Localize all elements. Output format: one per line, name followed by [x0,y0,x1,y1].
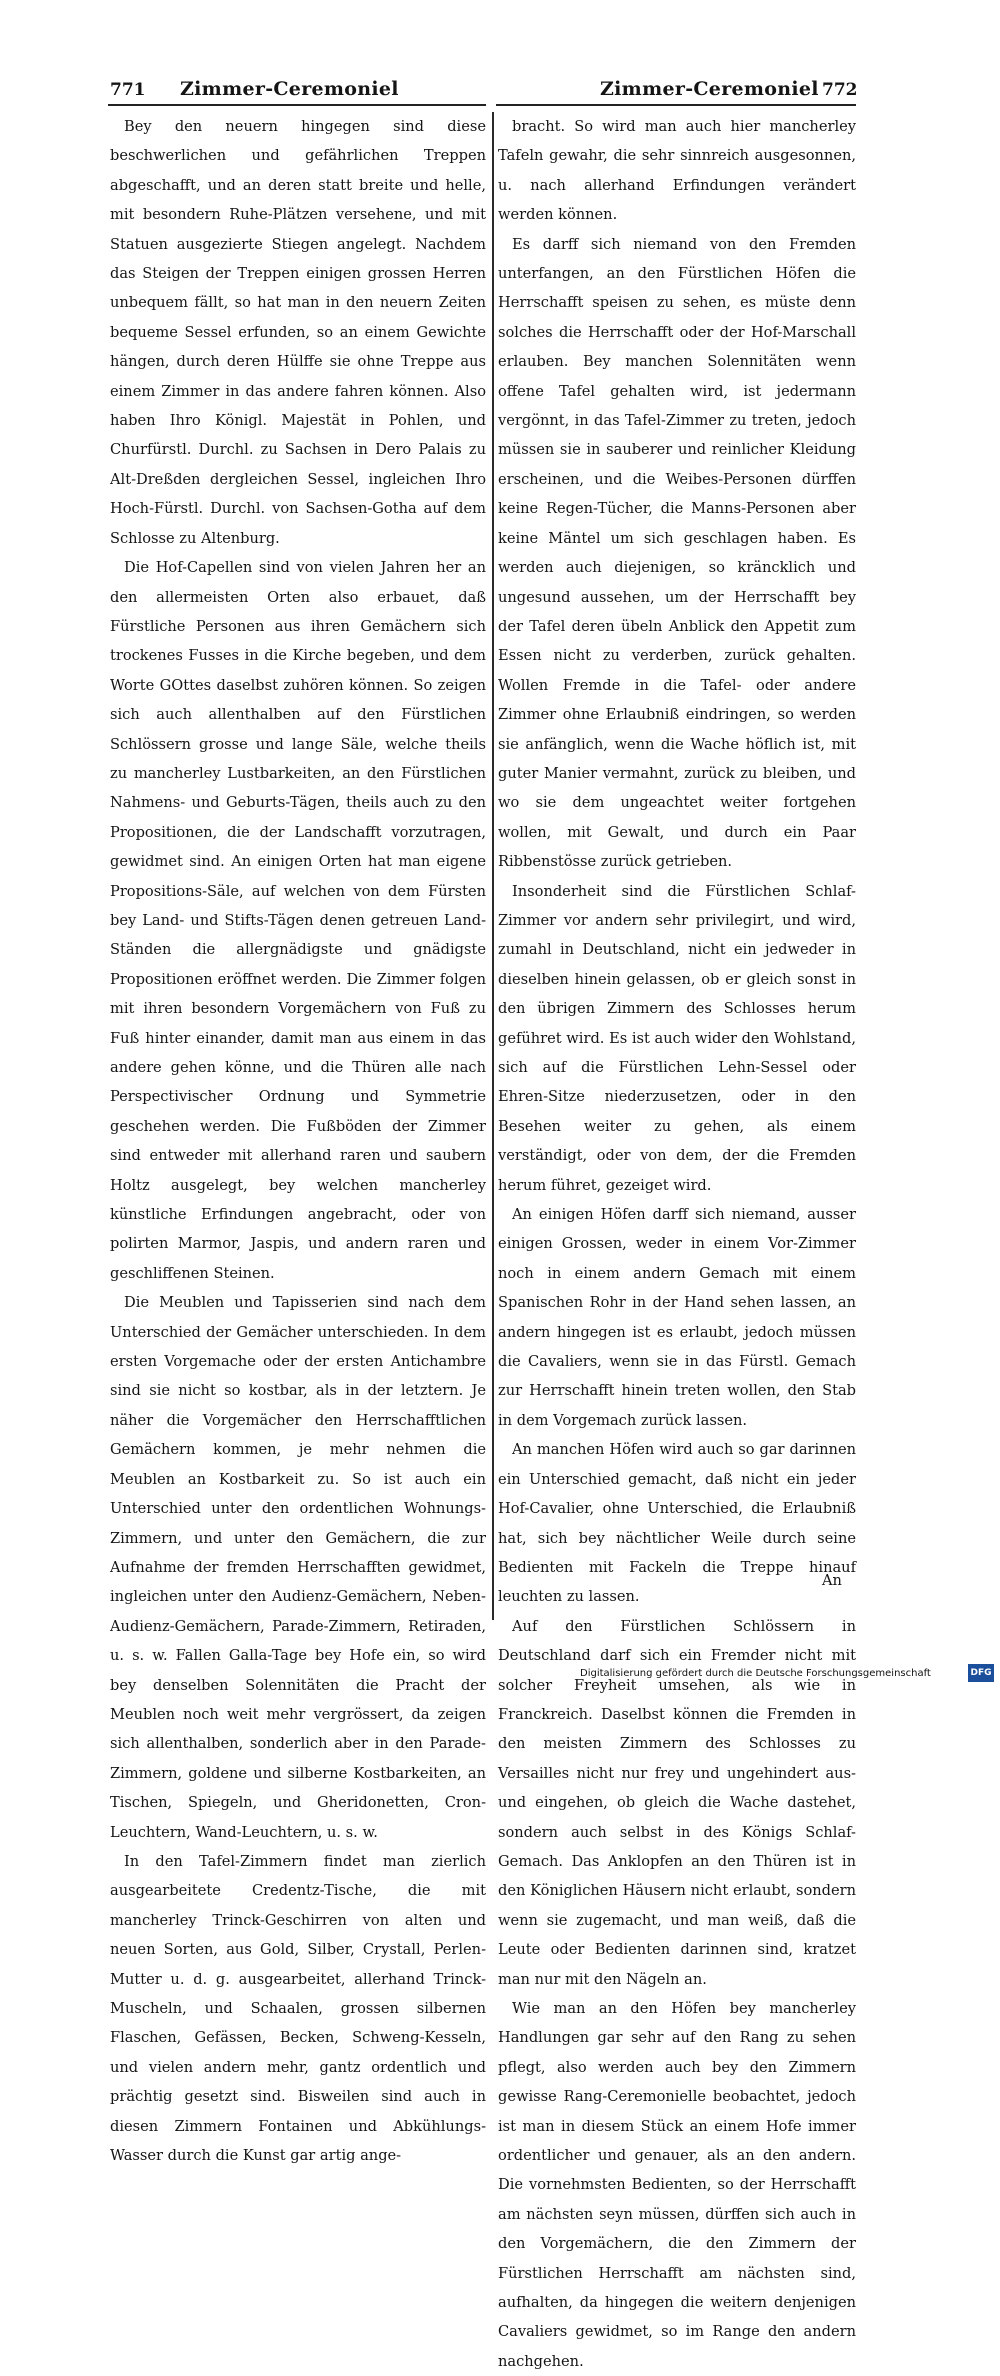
running-title-left: Zimmer-Ceremoniel [180,78,399,100]
header-rule-right [496,104,856,106]
header-rule-left [108,104,486,106]
paragraph: In den Tafel-Zimmern findet man zierlich ausgearbeitete Credentz-Tische, die mit mancherley Trinck-Geschirren von alten und neuen Sorten, aus Gold, Silber, Crystall, Perlen-Mutter u. d. g. ausgearbeitet, allerhand Trinck-Muscheln, und Schaalen, grossen silbernen Flaschen, Gefässen, Becken, Schweng-Kesseln, und vielen andern mehr, gantz ordentlich und prächtig gesetzt sind. Bisweilen sind auch in diesen Zimmern Fontainen und Abkühlungs-Wasser durch die Kunst gar artig ange- [110,1852,486,2165]
paragraph: bracht. So wird man auch hier mancherley Tafeln gewahr, die sehr sinnreich ausgesonnen, u. nach allerhand Erfindungen verändert werden können. [498,118,856,224]
left-column [110,112,486,2170]
page-number-left: 771 [110,80,146,100]
catchword: An [822,1572,842,1589]
paragraph: An manchen Höfen wird auch so gar darinnen ein Unterschied gemacht, daß nicht ein jeder Hof-Cavalier, ohne Unterschied, die Erlaubniß hat, sich bey nächtlicher Weile durch seine Bedienten mit Fackeln die Treppe hinauf leuchten zu lassen. [498,1441,856,1606]
paragraph: Wie man an den Höfen bey mancherley Handlungen gar sehr auf den Rang zu sehen pflegt, also werden auch bey den Zimmern gewisse Rang-Ceremonielle beobachtet, jedoch ist man in diesem Stück an einem Hofe immer ordentlicher und genauer, als an den andern. Die vornehmsten Bedienten, so der Herrschafft am nächsten seyn müssen, dürffen sich auch in den Vorgemächern, die den Zimmern der Fürstlichen Herrschafft am nächsten sind, aufhalten, da hingegen die weitern denjenigen Cavaliers gewidmet, so im Range den andern nachgehen. [498,2000,856,2370]
paragraph: Es darff sich niemand von den Fremden unterfangen, an den Fürstlichen Höfen die Herrschafft speisen zu sehen, es müste denn solches die Herrschafft oder der Hof-Marschall erlauben. Bey manchen Solennitäten wenn offene Tafel gehalten wird, ist jedermann vergönnt, in das Tafel-Zimmer zu treten, jedoch müssen sie in sauberer und reinlicher Kleidung erscheinen, und die Weibes-Personen dürffen keine Regen-Tücher, die Manns-Personen aber keine Mäntel um sich geschlagen haben. Es werden auch diejenigen, so kräncklich und ungesund aussehen, um der Herrschafft bey der Tafel deren übeln Anblick den Appetit zum Essen nicht zu verderben, zurück gehalten. Wollen Fremde in die Tafel- oder andere Zimmer ohne Erlaubniß eindringen, so werden sie anfänglich, wenn die Wache höflich ist, mit guter Manier vermahnt, zurück zu bleiben, und wo sie dem ungeachtet weiter fortgehen wollen, mit Gewalt, und durch ein Paar Ribbenstösse zurück getrieben. [498,235,856,871]
running-title-right: Zimmer-Ceremoniel [600,78,819,100]
paragraph: Bey den neuern hingegen sind diese beschwerlichen und gefährlichen Treppen abgeschafft, und an deren statt breite und helle, mit besondern Ruhe-Plätzen versehene, und mit Statuen ausgezierte Stiegen angelegt. Nachdem das Steigen der Treppen einigen grossen Herren unbequem fällt, so hat man in den neuern Zeiten bequeme Sessel erfunden, so an einem Gewichte hängen, durch deren Hülffe sie ohne Treppe aus einem Zimmer in das andere fahren können. Also haben Ihro Königl. Majestät in Pohlen, und Churfürstl. Durchl. zu Sachsen in Dero Palais zu Alt-Dreßden dergleichen Sessel, ingleichen Ihro Hoch-Fürstl. Durchl. von Sachsen-Gotha auf dem Schlosse zu Altenburg. [110,118,486,547]
paragraph: Insonderheit sind die Fürstlichen Schlaf-Zimmer vor andern sehr privilegirt, und wird, zumahl in Deutschland, nicht ein jedweder in dieselben hinein gelassen, ob er gleich sonst in den übrigen Zimmern des Schlosses herum geführet wird. Es ist auch wider den Wohlstand, sich auf die Fürstlichen Lehn-Sessel oder Ehren-Sitze niederzusetzen, oder in den Besehen weiter zu gehen, als einem verständigt, oder von dem, der die Fremden herum führet, gezeiget wird. [498,882,856,1194]
paragraph: An einigen Höfen darff sich niemand, ausser einigen Grossen, weder in einem Vor-Zimmer noch in einem andern Gemach mit einem Spanischen Rohr in der Hand sehen lassen, an andern hingegen ist es erlaubt, jedoch müssen die Cavaliers, wenn sie in das Fürstl. Gemach zur Herrschafft hinein treten wollen, den Stab in dem Vorgemach zurück lassen. [498,1206,856,1429]
page-number-right: 772 [822,80,858,100]
right-column [498,112,856,2376]
column-divider [492,112,494,1620]
paragraph: Die Meublen und Tapisserien sind nach dem Unterschied der Gemächer unterschieden. In dem ersten Vorgemache oder der ersten Antichambre sind sie nicht so kostbar, als in der letztern. Je näher die Vorgemächer den Herrschafftlichen Gemächern kommen, je mehr nehmen die Meublen an Kostbarkeit zu. So ist auch ein Unterschied unter den ordentlichen Wohnungs-Zimmern, und unter den Gemächern, die zur Aufnahme der fremden Herrschafften gewidmet, ingleichen unter den Audienz-Gemächern, Neben-Audienz-Gemächern, Parade-Zimmern, Retiraden, u. s. w. Fallen Galla-Tage bey Hofe ein, so wird bey denselben Solennitäten die Pracht der Meublen noch weit mehr vergrössert, da zeigen sich allenthalben, sonderlich aber in den Parade-Zimmern, goldene und silberne Kostbarkeiten, an Tischen, Spiegeln, und Gheridonetten, Cron-Leuchtern, Wand-Leuchtern, u. s. w. [110,1294,486,1841]
paragraph: Auf den Fürstlichen Schlössern in Deutschland darf sich ein Fremder nicht mit solcher Freyheit umsehen, als wie in Franckreich. Daselbst können die Fremden in den meisten Zimmern des Schlosses zu Versailles nicht nur frey und ungehindert aus- und eingehen, ob gleich die Wache dastehet, sondern auch selbst in des Königs Schlaf-Gemach. Das Anklopfen an den Thüren ist in den Königlichen Häusern nicht erlaubt, sondern wenn sie zugemacht, und man weiß, daß die Leute oder Bedienten darinnen sind, kratzet man nur mit den Nägeln an. [498,1617,856,1988]
dfg-logo: DFG [968,1664,994,1682]
paragraph: Die Hof-Capellen sind von vielen Jahren her an den allermeisten Orten also erbauet, daß Fürstliche Personen aus ihren Gemächern sich trockenes Fusses in die Kirche begeben, und dem Worte GOttes daselbst zuhören können. So zeigen sich auch allenthalben auf den Fürstlichen Schlössern grosse und lange Säle, welche theils zu mancherley Lustbarkeiten, an den Fürstlichen Nahmens- und Geburts-Tägen, theils auch zu den Propositionen, die der Landschafft vorzutragen, gewidmet sind. An einigen Orten hat man eigene Propositions-Säle, auf welchen von dem Fürsten bey Land- und Stifts-Tägen denen getreuen Land-Ständen die allergnädigste und gnädigste Propositionen eröffnet werden. Die Zimmer folgen mit ihren besondern Vorgemächern von Fuß zu Fuß hinter einander, damit man aus einem in das andere gehen könne, und die Thüren alle nach Perspectivischer Ordnung und Symmetrie geschehen werden. Die Fußböden der Zimmer sind entweder mit allerhand raren und saubern Holtz ausgelegt, bey welchen mancherley künstliche Erfindungen angebracht, oder von polirten Marmor, Jaspis, und andern raren und geschliffenen Steinen. [110,559,486,1282]
footer-credit: Digitalisierung gefördert durch die Deutsche Forschungsgemeinschaft [580,1668,931,1679]
